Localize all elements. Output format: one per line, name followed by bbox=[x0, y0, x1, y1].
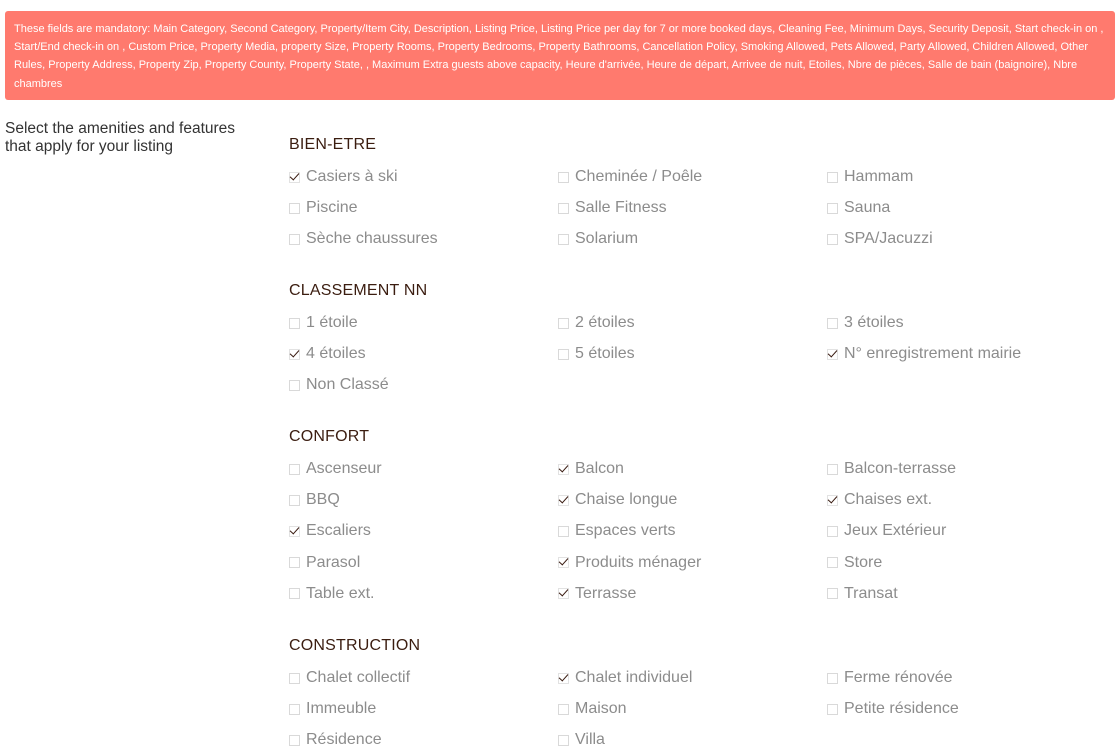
amenity-label: Salle Fitness bbox=[575, 199, 667, 217]
amenity-label: 3 étoiles bbox=[844, 314, 904, 331]
amenity-classement-nn-1[interactable] bbox=[544, 313, 635, 333]
checkbox-checked-icon[interactable] bbox=[827, 495, 838, 506]
amenity-label: Ferme rénovée bbox=[844, 669, 953, 686]
checkbox-icon[interactable] bbox=[289, 464, 300, 475]
amenity-label: Hammam bbox=[844, 168, 914, 185]
amenity-label: Store bbox=[844, 553, 883, 571]
amenity-label: 4 étoiles bbox=[306, 345, 366, 363]
checkbox-icon[interactable] bbox=[827, 172, 838, 183]
checkbox-icon[interactable] bbox=[289, 234, 300, 245]
amenity-bien-etre-3[interactable] bbox=[275, 198, 358, 218]
amenity-label: Piscine bbox=[306, 199, 358, 217]
checkbox-icon[interactable] bbox=[558, 349, 569, 360]
checkbox-checked-icon[interactable] bbox=[558, 464, 569, 475]
checkbox-icon[interactable] bbox=[558, 704, 569, 715]
section-title-confort: CONFORT bbox=[289, 428, 370, 445]
checkbox-checked-icon[interactable] bbox=[289, 172, 300, 183]
section-title-construction: CONSTRUCTION bbox=[289, 637, 421, 654]
amenity-label: 1 étoile bbox=[306, 314, 358, 331]
checkbox-icon[interactable] bbox=[289, 380, 300, 391]
amenities-intro-text: Select the amenities and features that apply for your listing bbox=[5, 120, 236, 155]
amenity-confort-2[interactable] bbox=[813, 459, 956, 479]
amenity-label: Non Classé bbox=[306, 376, 389, 394]
amenity-label: Escaliers bbox=[306, 522, 371, 540]
amenity-label: Petite résidence bbox=[844, 700, 959, 718]
checkbox-icon[interactable] bbox=[289, 557, 300, 568]
alert-message: These fields are mandatory: Main Category, Second Category, Property/Item City, Description, Listing Price, Listing Price per day for 7 or more booked days, Cleaning Fee, Minimum Days, Security Deposit, Start check-in on , Start/End check-in on , Custom Price, Property Media, property Size, Property Rooms, Property Bedrooms, Property Bathrooms, Cancellation Policy, Smoking Allowed, Pets Allowed, Party Allowed, Children Allowed, Other Rules, Property Address, Property Zip, Property County, Property State, , Maximum Extra guests above capacity, Heure d'arrivée, Heure de départ, Arrivee de nuit, Etoiles, Nbre de pièces, Salle de bain (baignoire), Nbre chambres bbox=[14, 23, 1104, 90]
amenity-bien-etre-2[interactable] bbox=[813, 167, 913, 187]
checkbox-checked-icon[interactable] bbox=[558, 588, 569, 599]
checkbox-icon[interactable] bbox=[289, 704, 300, 715]
checkbox-icon[interactable] bbox=[827, 464, 838, 475]
amenity-construction-0[interactable] bbox=[275, 668, 410, 688]
checkbox-icon[interactable] bbox=[289, 673, 300, 684]
checkbox-icon[interactable] bbox=[289, 735, 300, 746]
checkbox-checked-icon[interactable] bbox=[289, 349, 300, 360]
amenity-label: Ascenseur bbox=[306, 460, 382, 477]
amenity-label: Table ext. bbox=[306, 584, 375, 602]
amenity-construction-7[interactable] bbox=[544, 730, 605, 750]
amenity-confort-4[interactable] bbox=[544, 490, 677, 510]
checkbox-icon[interactable] bbox=[289, 588, 300, 599]
checkbox-checked-icon[interactable] bbox=[289, 526, 300, 537]
amenity-label: Espaces verts bbox=[575, 522, 676, 540]
amenity-label: BBQ bbox=[306, 491, 340, 509]
amenity-bien-etre-6[interactable] bbox=[275, 229, 438, 249]
amenity-confort-14[interactable] bbox=[813, 584, 898, 604]
checkbox-icon[interactable] bbox=[289, 203, 300, 214]
section-title-bien-etre: BIEN-ETRE bbox=[289, 136, 377, 153]
amenity-construction-2[interactable] bbox=[813, 668, 953, 688]
amenity-confort-11[interactable] bbox=[813, 553, 882, 573]
amenity-confort-7[interactable] bbox=[544, 521, 675, 541]
checkbox-checked-icon[interactable] bbox=[827, 349, 838, 360]
checkbox-icon[interactable] bbox=[558, 203, 569, 214]
checkbox-icon[interactable] bbox=[289, 495, 300, 506]
amenity-bien-etre-7[interactable] bbox=[544, 229, 638, 249]
amenity-construction-3[interactable] bbox=[275, 699, 376, 719]
amenity-confort-3[interactable] bbox=[275, 490, 340, 510]
amenity-confort-5[interactable] bbox=[813, 490, 932, 510]
amenity-confort-10[interactable] bbox=[544, 553, 701, 573]
checkbox-icon[interactable] bbox=[827, 704, 838, 715]
amenity-bien-etre-4[interactable] bbox=[544, 198, 667, 218]
amenity-classement-nn-5[interactable] bbox=[813, 344, 1021, 364]
section-title-classement-nn: CLASSEMENT NN bbox=[289, 282, 428, 299]
checkbox-checked-icon[interactable] bbox=[558, 495, 569, 506]
amenity-label: Cheminée / Poêle bbox=[575, 168, 703, 185]
checkbox-icon[interactable] bbox=[558, 234, 569, 245]
amenity-classement-nn-6[interactable] bbox=[275, 375, 389, 395]
checkbox-icon[interactable] bbox=[827, 588, 838, 599]
checkbox-icon[interactable] bbox=[558, 735, 569, 746]
amenity-label: Résidence bbox=[306, 731, 382, 749]
amenity-label: N° enregistrement mairie bbox=[844, 345, 1022, 363]
checkbox-icon[interactable] bbox=[827, 557, 838, 568]
amenity-label: Chalet individuel bbox=[575, 669, 693, 686]
amenity-label: 5 étoiles bbox=[575, 345, 635, 363]
amenity-confort-9[interactable] bbox=[275, 553, 360, 573]
amenity-confort-1[interactable] bbox=[544, 459, 624, 479]
amenity-label: Balcon-terrasse bbox=[844, 460, 957, 477]
amenity-bien-etre-5[interactable] bbox=[813, 198, 890, 218]
amenity-label: Villa bbox=[575, 731, 605, 749]
amenity-label: Jeux Extérieur bbox=[844, 522, 947, 540]
amenity-label: Immeuble bbox=[306, 700, 377, 718]
checkbox-icon[interactable] bbox=[558, 318, 569, 329]
amenity-bien-etre-0[interactable] bbox=[275, 167, 398, 187]
amenity-bien-etre-8[interactable] bbox=[813, 229, 933, 249]
amenity-label: Transat bbox=[844, 584, 898, 602]
checkbox-icon[interactable] bbox=[827, 673, 838, 684]
checkbox-icon[interactable] bbox=[827, 318, 838, 329]
amenity-label: Sèche chaussures bbox=[306, 230, 438, 248]
amenity-label: Parasol bbox=[306, 553, 361, 571]
checkbox-icon[interactable] bbox=[558, 526, 569, 537]
amenity-label: Balcon bbox=[575, 460, 624, 477]
amenity-confort-12[interactable] bbox=[275, 584, 374, 604]
checkbox-icon[interactable] bbox=[289, 318, 300, 329]
checkbox-icon[interactable] bbox=[827, 203, 838, 214]
checkbox-checked-icon[interactable] bbox=[558, 673, 569, 684]
amenity-construction-1[interactable] bbox=[544, 668, 692, 688]
amenity-confort-13[interactable] bbox=[544, 584, 636, 604]
amenity-label: Solarium bbox=[575, 230, 639, 248]
amenity-confort-6[interactable] bbox=[275, 521, 371, 541]
amenity-label: Casiers à ski bbox=[306, 168, 398, 185]
amenity-label: Sauna bbox=[844, 199, 891, 217]
amenity-label: Terrasse bbox=[575, 584, 637, 602]
checkbox-icon[interactable] bbox=[558, 172, 569, 183]
amenity-construction-4[interactable] bbox=[544, 699, 627, 719]
amenity-label: Chaise longue bbox=[575, 491, 678, 509]
amenity-label: Chaises ext. bbox=[844, 491, 933, 509]
amenity-label: Maison bbox=[575, 700, 627, 718]
checkbox-icon[interactable] bbox=[827, 234, 838, 245]
checkbox-icon[interactable] bbox=[827, 526, 838, 537]
amenity-classement-nn-3[interactable] bbox=[275, 344, 366, 364]
amenity-label: SPA/Jacuzzi bbox=[844, 230, 933, 248]
amenity-construction-6[interactable] bbox=[275, 730, 382, 750]
amenity-label: 2 étoiles bbox=[575, 314, 635, 331]
amenity-construction-5[interactable] bbox=[813, 699, 959, 719]
amenity-confort-8[interactable] bbox=[813, 521, 946, 541]
amenity-label: Chalet collectif bbox=[306, 669, 411, 686]
amenities-sections bbox=[289, 0, 1115, 754]
amenity-confort-0[interactable] bbox=[275, 459, 382, 479]
amenity-classement-nn-2[interactable] bbox=[813, 313, 904, 333]
checkbox-checked-icon[interactable] bbox=[558, 557, 569, 568]
amenity-classement-nn-0[interactable] bbox=[275, 313, 358, 333]
amenity-bien-etre-1[interactable] bbox=[544, 167, 702, 187]
amenity-label: Produits ménager bbox=[575, 553, 702, 571]
amenity-classement-nn-4[interactable] bbox=[544, 344, 635, 364]
